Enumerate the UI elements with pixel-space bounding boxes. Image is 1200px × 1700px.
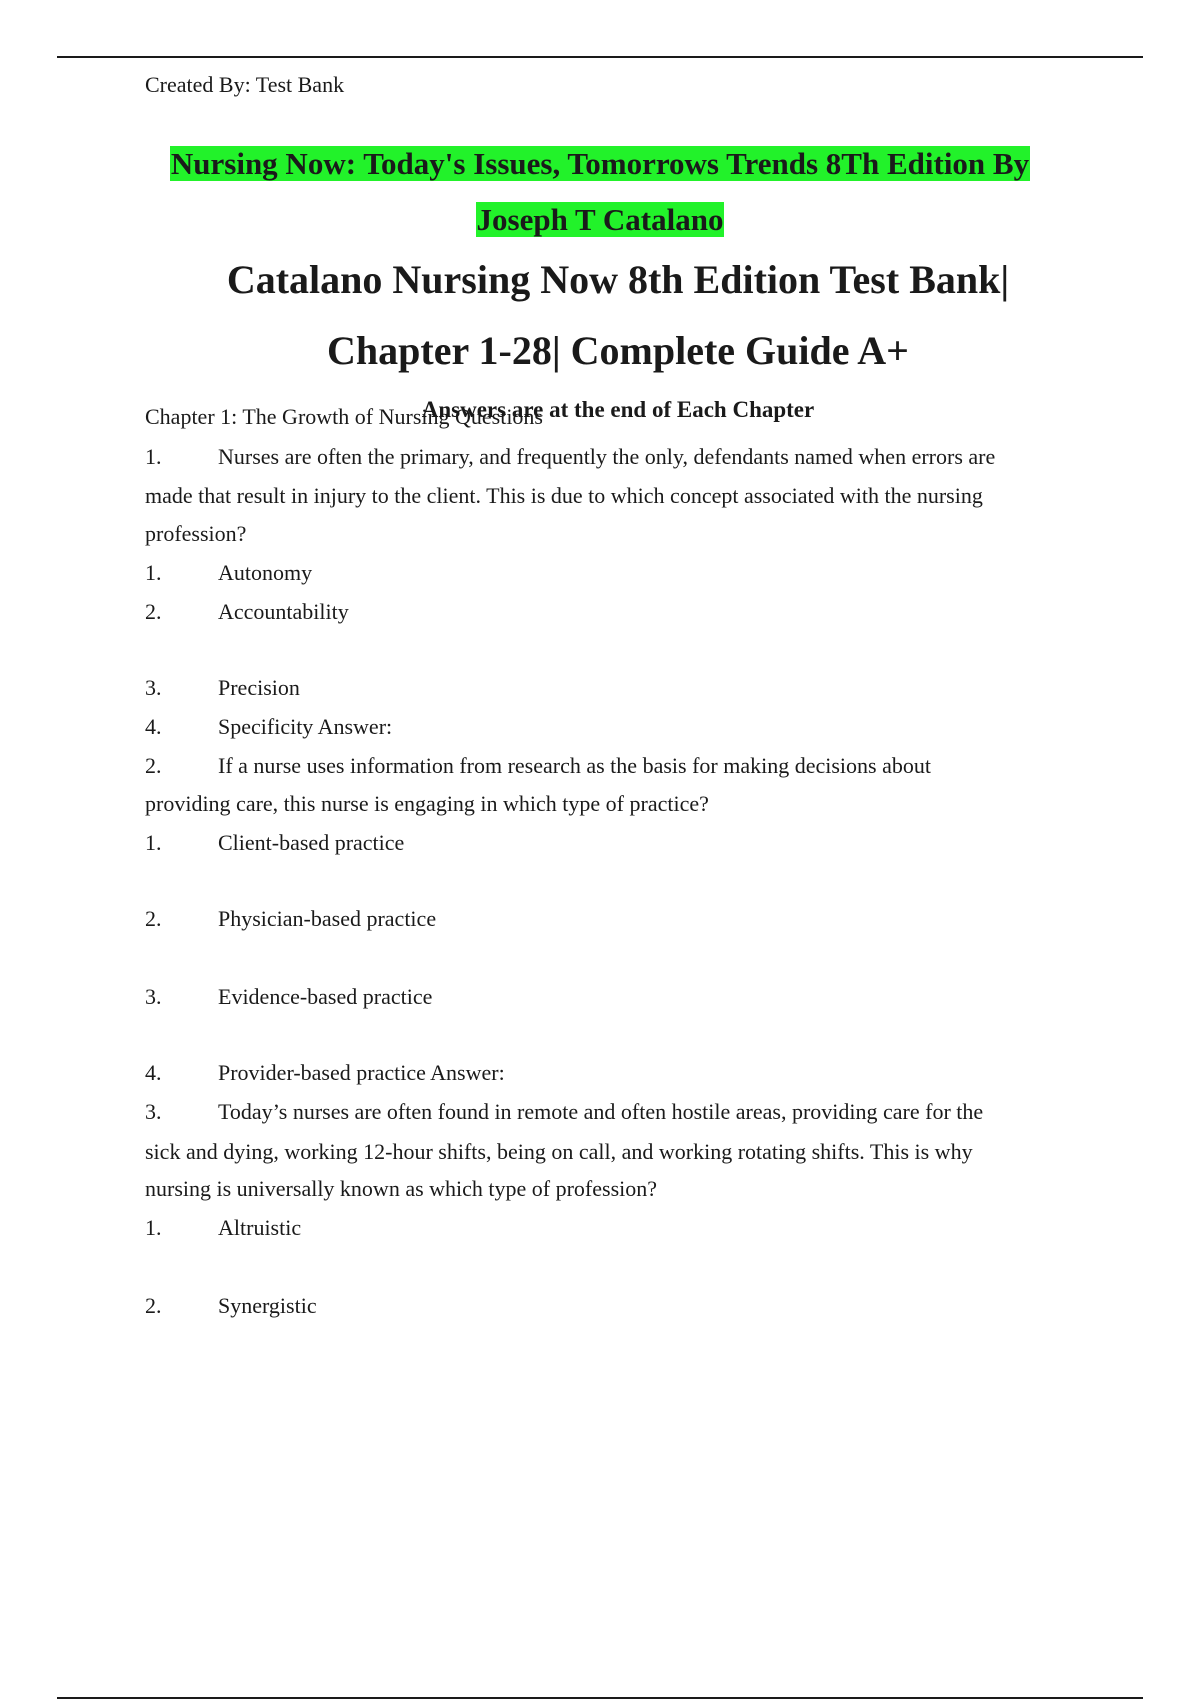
highlighted-title-text-2: Joseph T Catalano (476, 202, 724, 237)
option-text: Altruistic (218, 1215, 302, 1240)
question-2-option-1 (145, 828, 1080, 858)
document-title-line-1: Catalano Nursing Now 8th Edition Test Bank| (226, 257, 1010, 302)
chapter-heading: Chapter 1: The Growth of Nursing Questions (145, 404, 543, 429)
question-3-stem-first: Today’s nurses are often found in remote and often hostile areas, providing care for the (218, 1099, 984, 1124)
question-1-stem-line-3: profession? (145, 521, 247, 546)
question-2-first-line (145, 751, 1080, 781)
highlighted-title-line-2 (0, 200, 1200, 240)
top-rule (57, 56, 1143, 58)
bottom-rule (57, 1697, 1143, 1699)
question-1-number: 1. (145, 444, 162, 469)
highlighted-title-text-1: Nursing Now: Today's Issues, Tomorrows Trends 8Th Edition By (170, 146, 1030, 181)
question-1-first-line (145, 442, 1080, 472)
option-number: 4. (145, 714, 162, 739)
question-1-option-1 (145, 558, 1080, 588)
question-2-option-2 (145, 904, 1080, 934)
highlighted-title-line-1 (0, 144, 1200, 184)
created-by-header: Created By: Test Bank (145, 72, 345, 97)
option-number: 1. (145, 560, 162, 585)
question-1-option-2 (145, 597, 1080, 627)
question-3-stem-line-2: sick and dying, working 12-hour shifts, being on call, and working rotating shifts. This is why (145, 1139, 973, 1164)
question-3-stem-line-3: nursing is universally known as which type of profession? (145, 1176, 658, 1201)
option-text: Client-based practice (218, 830, 405, 855)
option-text: Synergistic (218, 1293, 317, 1318)
question-2-option-4 (145, 1058, 1080, 1088)
option-text: Provider-based practice Answer: (218, 1060, 505, 1085)
answers-note: Answers are at the end of Each Chapter (421, 397, 815, 422)
option-text: Physician-based practice (218, 906, 437, 931)
question-3-number: 3. (145, 1099, 162, 1124)
question-2-stem-line-2: providing care, this nurse is engaging in which type of practice? (145, 791, 709, 816)
option-text: Autonomy (218, 560, 313, 585)
option-number: 2. (145, 906, 162, 931)
option-number: 3. (145, 984, 162, 1009)
question-3-first-line (145, 1097, 1080, 1127)
question-2-option-3 (145, 982, 1080, 1012)
question-2-number: 2. (145, 753, 162, 778)
question-3-option-1 (145, 1213, 1080, 1243)
option-text: Specificity Answer: (218, 714, 393, 739)
option-number: 2. (145, 1293, 162, 1318)
option-number: 3. (145, 675, 162, 700)
option-number: 2. (145, 599, 162, 624)
option-number: 4. (145, 1060, 162, 1085)
question-1-stem-first: Nurses are often the primary, and frequently the only, defendants named when errors are (218, 444, 996, 469)
option-text: Precision (218, 675, 300, 700)
option-text: Evidence-based practice (218, 984, 433, 1009)
option-number: 1. (145, 830, 162, 855)
question-1-option-4 (145, 712, 1080, 742)
question-1-option-3 (145, 673, 1080, 703)
question-1-stem-line-2: made that result in injury to the client. This is due to which concept associated with the nursing (145, 483, 983, 508)
question-3-option-2 (145, 1291, 1080, 1321)
option-number: 1. (145, 1215, 162, 1240)
question-2-stem-first: If a nurse uses information from research as the basis for making decisions about (218, 753, 931, 778)
option-text: Accountability (218, 599, 349, 624)
document-title-line-2: Chapter 1-28| Complete Guide A+ (327, 328, 909, 373)
